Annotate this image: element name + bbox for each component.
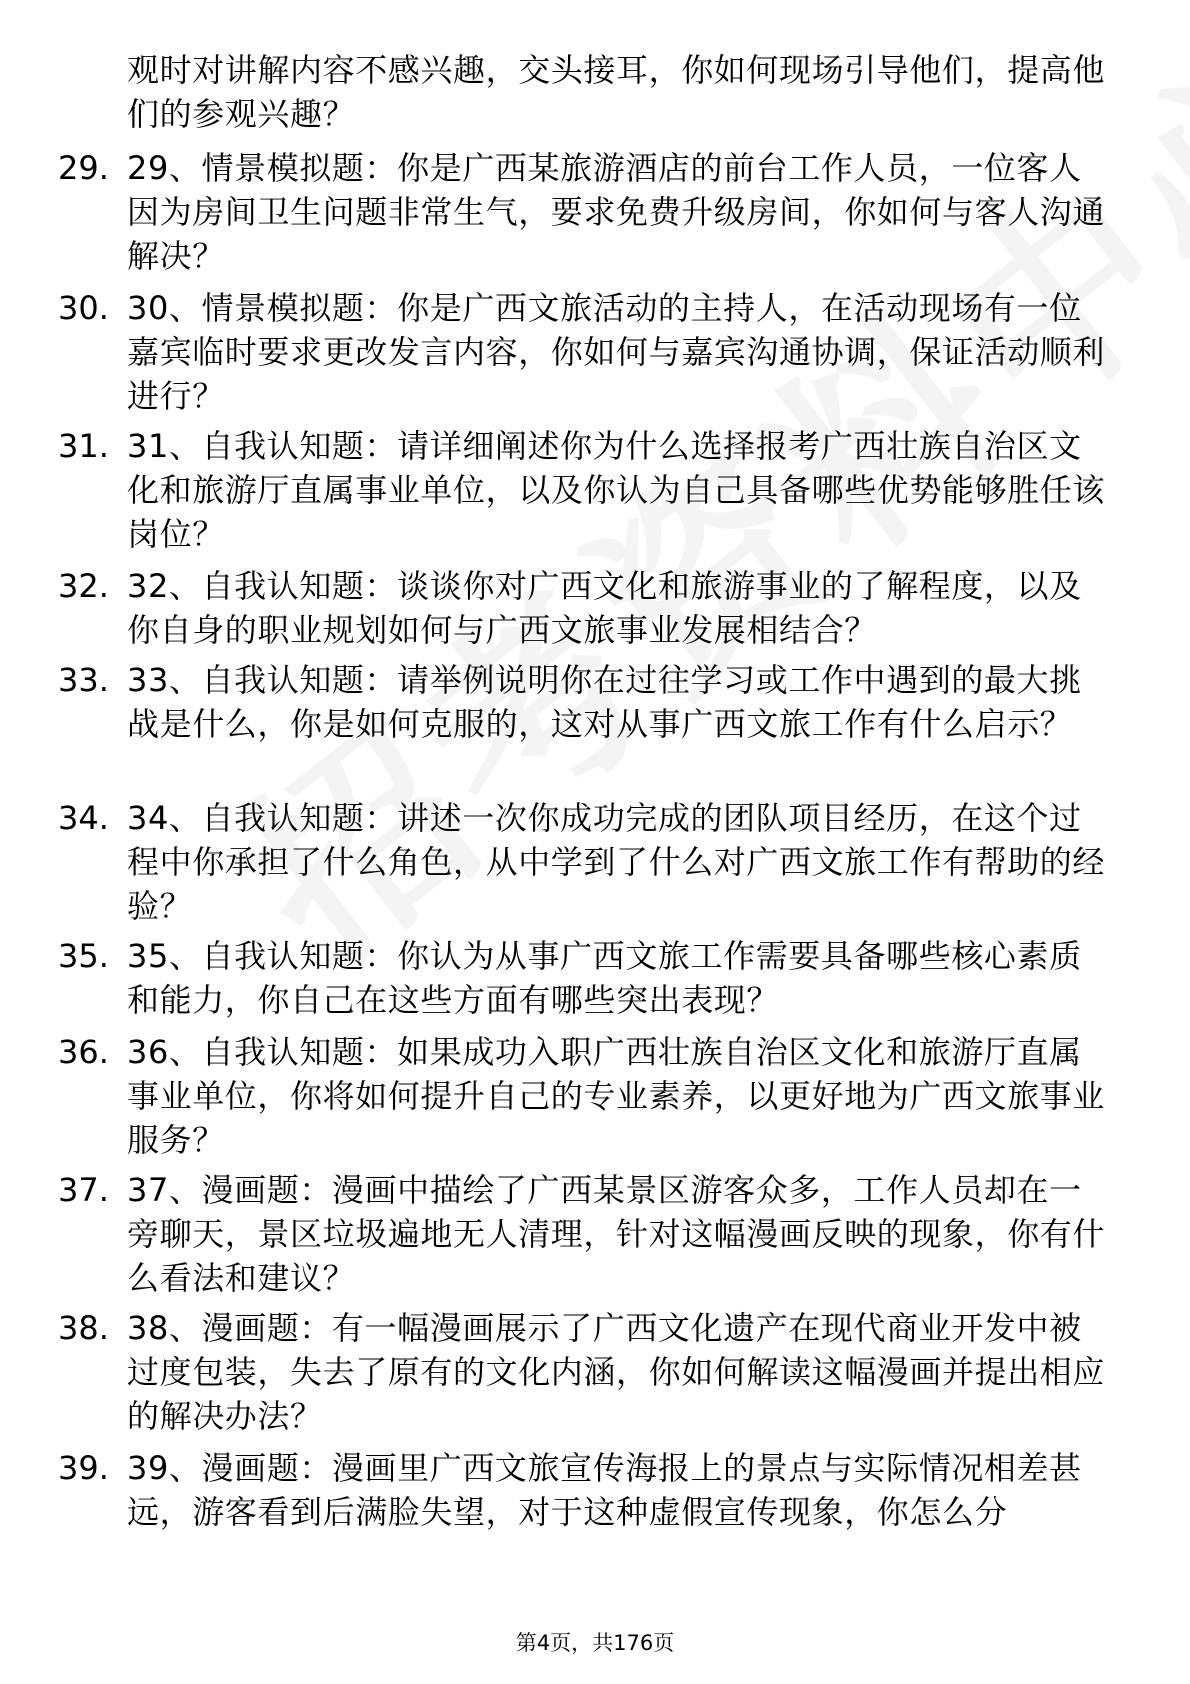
question-number: 35. [58, 937, 109, 975]
question-text: 34、自我认知题：讲述一次你成功完成的团队项目经历，在这个过程中你承担了什么角色，从中学到了什么对广西文旅工作有帮助的经验？ [127, 799, 1106, 925]
question-item [0, 658, 1190, 746]
continuation-text: 观时对讲解内容不感兴趣，交头接耳，你如何现场引导他们，提高他们的参观兴趣？ [127, 51, 1106, 133]
question-item [0, 1446, 1190, 1534]
question-number: 30. [58, 289, 109, 327]
page-footer: 第4页，共176页 [515, 1631, 675, 1655]
question-item [0, 564, 1190, 652]
question-text: 29、情景模拟题：你是广西某旅游酒店的前台工作人员，一位客人因为房间卫生问题非常生气，要求免费升级房间，你如何与客人沟通解决？ [127, 149, 1106, 275]
question-number: 38. [58, 1309, 109, 1347]
question-item [0, 1168, 1190, 1300]
continuation-paragraph [0, 48, 1190, 136]
question-number: 37. [58, 1171, 109, 1209]
question-text: 39、漫画题：漫画里广西文旅宣传海报上的景点与实际情况相差甚远，游客看到后满脸失望，对于这种虚假宣传现象，你怎么分 [127, 1449, 1082, 1531]
question-item [0, 424, 1190, 556]
question-number: 29. [58, 149, 109, 187]
question-number: 31. [58, 427, 109, 465]
question-text: 31、自我认知题：请详细阐述你为什么选择报考广西壮族自治区文化和旅游厅直属事业单位，以及你认为自己具备哪些优势能够胜任该岗位？ [127, 427, 1106, 553]
question-number: 32. [58, 567, 109, 605]
question-item [0, 1306, 1190, 1438]
question-item [0, 286, 1190, 418]
question-text: 30、情景模拟题：你是广西文旅活动的主持人，在活动现场有一位嘉宾临时要求更改发言内容，你如何与嘉宾沟通协调，保证活动顺利进行？ [127, 289, 1106, 415]
question-item [0, 796, 1190, 928]
question-number: 34. [58, 799, 109, 837]
question-text: 35、自我认知题：你认为从事广西文旅工作需要具备哪些核心素质和能力，你自己在这些方面有哪些突出表现？ [127, 937, 1082, 1019]
question-number: 33. [58, 661, 109, 699]
question-text: 33、自我认知题：请举例说明你在过往学习或工作中遇到的最大挑战是什么，你是如何克服的，这对从事广西文旅工作有什么启示？ [127, 661, 1082, 743]
question-number: 36. [58, 1033, 109, 1071]
question-number: 39. [58, 1449, 109, 1487]
question-item [0, 146, 1190, 278]
question-text: 38、漫画题：有一幅漫画展示了广西文化遗产在现代商业开发中被过度包装，失去了原有的文化内涵，你如何解读这幅漫画并提出相应的解决办法？ [127, 1309, 1106, 1435]
question-item [0, 934, 1190, 1022]
question-text: 37、漫画题：漫画中描绘了广西某景区游客众多，工作人员却在一旁聊天，景区垃圾遍地无人清理，针对这幅漫画反映的现象，你有什么看法和建议？ [127, 1171, 1106, 1297]
question-text: 36、自我认知题：如果成功入职广西壮族自治区文化和旅游厅直属事业单位，你将如何提升自己的专业素养，以更好地为广西文旅事业服务？ [127, 1033, 1106, 1159]
question-text: 32、自我认知题：谈谈你对广西文化和旅游事业的了解程度，以及你自身的职业规划如何与广西文旅事业发展相结合？ [127, 567, 1082, 649]
question-item [0, 1030, 1190, 1162]
